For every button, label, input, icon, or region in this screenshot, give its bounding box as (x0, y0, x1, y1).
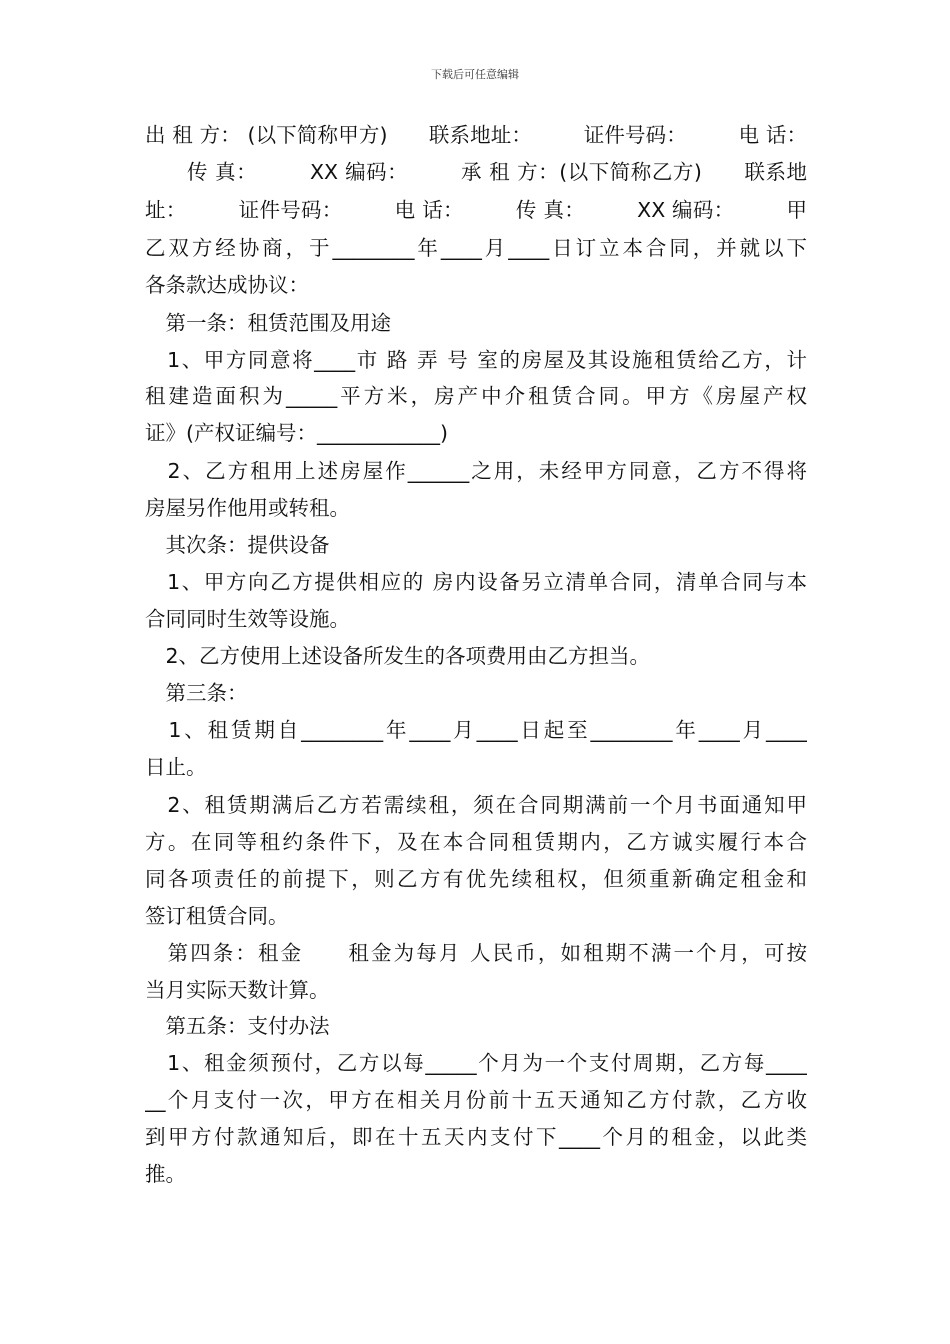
text-line: 2、乙方租用上述房屋作______之用，未经甲方同意，乙方不得将 (145, 459, 807, 483)
section-heading: 第五条：支付办法 (145, 1014, 330, 1038)
text-line: 1、甲方向乙方提供相应的 房内设备另立清单合同，清单合同与本 (145, 570, 807, 594)
text-line: 乙双方经协商，于________年____月____日订立本合同，并就以下 (145, 236, 807, 260)
text-line: 租建造面积为_____平方米，房产中介租赁合同。甲方《房屋产权 (145, 384, 807, 408)
section-heading: 第三条： (145, 681, 248, 705)
text-line: 合同同时生效等设施。 (145, 607, 350, 631)
text-line: 推。 (145, 1162, 186, 1186)
text-line: 传 真： XX 编码： 承 租 方：(以下简称乙方) 联系地 (145, 160, 807, 184)
text-line: 2、乙方使用上述设备所发生的各项费用由乙方担当。 (145, 644, 651, 668)
section-heading: 其次条：提供设备 (145, 533, 330, 557)
page-header: 下载后可任意编辑 (431, 68, 519, 81)
section-heading: 第一条：租赁范围及用途 (145, 311, 391, 335)
text-line: 当月实际天数计算。 (145, 978, 330, 1002)
text-line: 址： 证件号码： 电 话： 传 真： XX 编码： 甲 (145, 198, 807, 222)
text-line: 出 租 方： (以下简称甲方) 联系地址： 证件号码： 电 话： (145, 123, 807, 147)
text-line: 第四条：租金 租金为每月 人民币，如租期不满一个月，可按 (145, 941, 807, 965)
text-line: __个月支付一次，甲方在相关月份前十五天通知乙方付款，乙方收 (145, 1088, 807, 1112)
text-line: 各条款达成协议： (145, 273, 309, 297)
text-line: 2、租赁期满后乙方若需续租，须在合同期满前一个月书面通知甲 (145, 793, 807, 817)
text-line: 证》(产权证编号：____________) (145, 421, 448, 445)
text-line: 签订租赁合同。 (145, 904, 289, 928)
text-line: 方。在同等租约条件下，及在本合同租赁期内，乙方诚实履行本合 (145, 830, 807, 854)
text-line: 1、租金须预付，乙方以每_____个月为一个支付周期，乙方每____ (145, 1051, 807, 1075)
text-line: 房屋另作他用或转租。 (145, 496, 350, 520)
text-line: 到甲方付款通知后，即在十五天内支付下____个月的租金，以此类 (145, 1125, 807, 1149)
text-line: 1、甲方同意将____市 路 弄 号 室的房屋及其设施租赁给乙方，计 (145, 348, 807, 372)
text-line: 1、租赁期自________年____月____日起至________年____月____ (145, 718, 807, 742)
text-line: 同各项责任的前提下，则乙方有优先续租权，但须重新确定租金和 (145, 867, 807, 891)
text-line: 日止。 (145, 755, 207, 779)
